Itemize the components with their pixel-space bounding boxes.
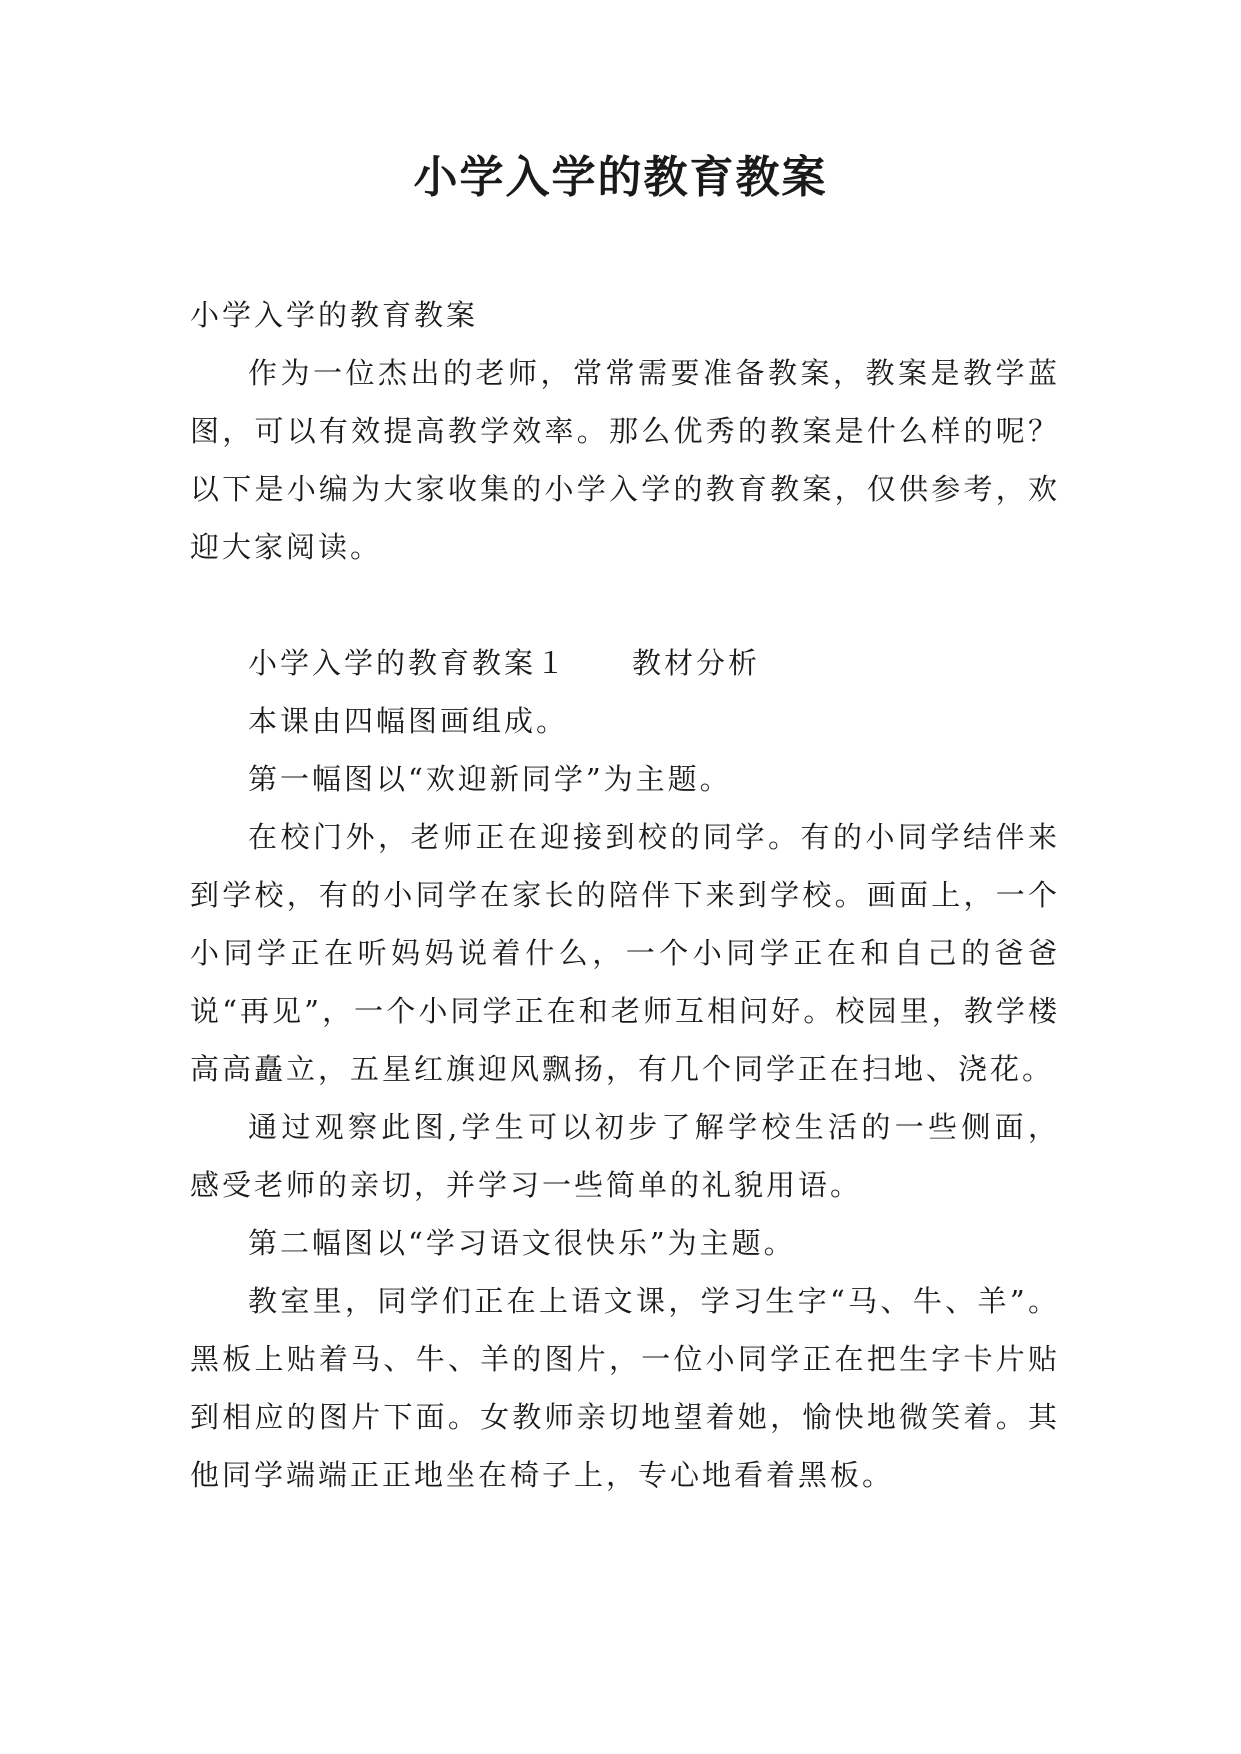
paragraph-3: 在校门外，老师正在迎接到校的同学。有的小同学结伴来到学校，有的小同学在家长的陪伴下来到学校。画面上，一个小同学正在听妈妈说着什么，一个小同学正在和自己的爸爸说“再见”，一个小同学正在和老师互相问好。校园里，教学楼高高矗立，五星红旗迎风飘扬，有几个同学正在扫地、浇花。 <box>190 820 1060 1086</box>
paragraph-2: 第一幅图以“欢迎新同学”为主题。 <box>248 762 732 796</box>
document-body <box>190 286 1060 1504</box>
paragraph-5: 第二幅图以“学习语文很快乐”为主题。 <box>248 1226 796 1260</box>
paragraph-1: 本课由四幅图画组成。 <box>248 704 569 738</box>
paragraph-gap <box>190 576 1060 634</box>
paragraph-6: 教室里，同学们正在上语文课，学习生字“马、牛、羊”。黑板上贴着马、牛、羊的图片，一位小同学正在把生字卡片贴到相应的图片下面。女教师亲切地望着她，愉快地微笑着。其他同学端端正正地坐在椅子上，专心地看着黑板。 <box>190 1284 1060 1492</box>
document-subtitle: 小学入学的教育教案 <box>190 298 479 332</box>
section-heading: 小学入学的教育教案１ 教材分析 <box>248 646 761 680</box>
intro-paragraph: 作为一位杰出的老师，常常需要准备教案，教案是教学蓝图，可以有效提高教学效率。那么优秀的教案是什么样的呢？以下是小编为大家收集的小学入学的教育教案，仅供参考，欢迎大家阅读。 <box>190 356 1060 564</box>
paragraph-4: 通过观察此图,学生可以初步了解学校生活的一些侧面，感受老师的亲切，并学习一些简单的礼貌用语。 <box>190 1110 1060 1202</box>
document-title: 小学入学的教育教案 <box>413 152 828 203</box>
